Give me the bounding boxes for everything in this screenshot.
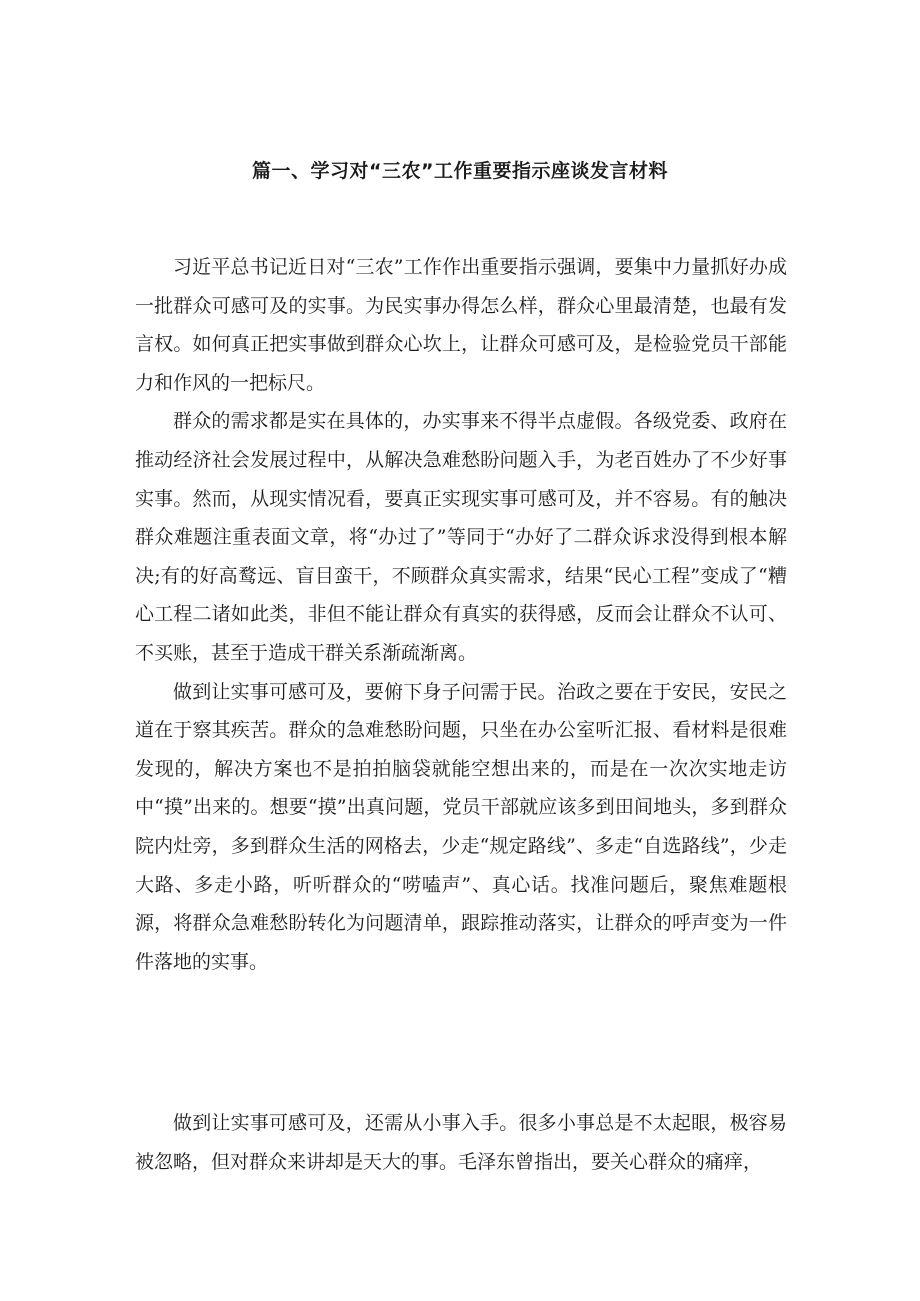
paragraph-2: 群众的需求都是实在具体的，办实事来不得半点虚假。各级党委、政府在推动经济社会发展过程中，从解决急难愁盼问题入手，为老百姓办了不少好事实事。然而，从现实情况看，要真正实现实事可感可及，并不容易。有的触决群众难题注重表面文章，将“办过了”等同于“办好了二群众诉求没得到根本解决;有的好高鹜远、盲目蛮干，不顾群众真实需求，结果“民心工程”变成了“糟心工程二诸如此类，非但不能让群众有真实的获得感，反而会让群众不认可、不买账，甚至于造成干群关系渐疏渐离。 bbox=[135, 410, 787, 664]
paragraph-1: 习近平总书记近日对“三农”工作作出重要指示强调，要集中力量抓好办成一批群众可感可及的实事。为民实事办得怎么样，群众心里最清楚，也最有发言权。如何真正把实事做到群众心坎上，让群众可感可及，是检验党员干部能力和作风的一把标尺。 bbox=[135, 256, 787, 394]
document-title: 篇一、学习对“三农”工作重要指示座谈发言材料 bbox=[252, 160, 668, 182]
document-body bbox=[135, 248, 787, 981]
document-body-continued bbox=[135, 1104, 787, 1181]
paragraph-4: 做到让实事可感可及，还需从小事入手。很多小事总是不太起眼，极容易被忽略，但对群众来讲却是天大的事。毛泽东曾指出，要关心群众的痛痒， bbox=[135, 1112, 787, 1173]
paragraph-3: 做到让实事可感可及，要俯下身子问需于民。治政之要在于安民，安民之道在于察其疾苦。群众的急难愁盼问题，只坐在办公室听汇报、看材料是很难发现的，解决方案也不是拍拍脑袋就能空想出来的，而是在一次次实地走访中“摸”出来的。想要“摸”出真问题，党员干部就应该多到田间地头，多到群众院内灶旁，多到群众生活的网格去，少走“规定路线”、多走“自选路线”，少走大路、多走小路，听听群众的“唠嗑声”、真心话。找准问题后，聚焦难题根源，将群众急难愁盼转化为问题清单，跟踪推动落实，让群众的呼声变为一件件落地的实事。 bbox=[135, 680, 787, 973]
